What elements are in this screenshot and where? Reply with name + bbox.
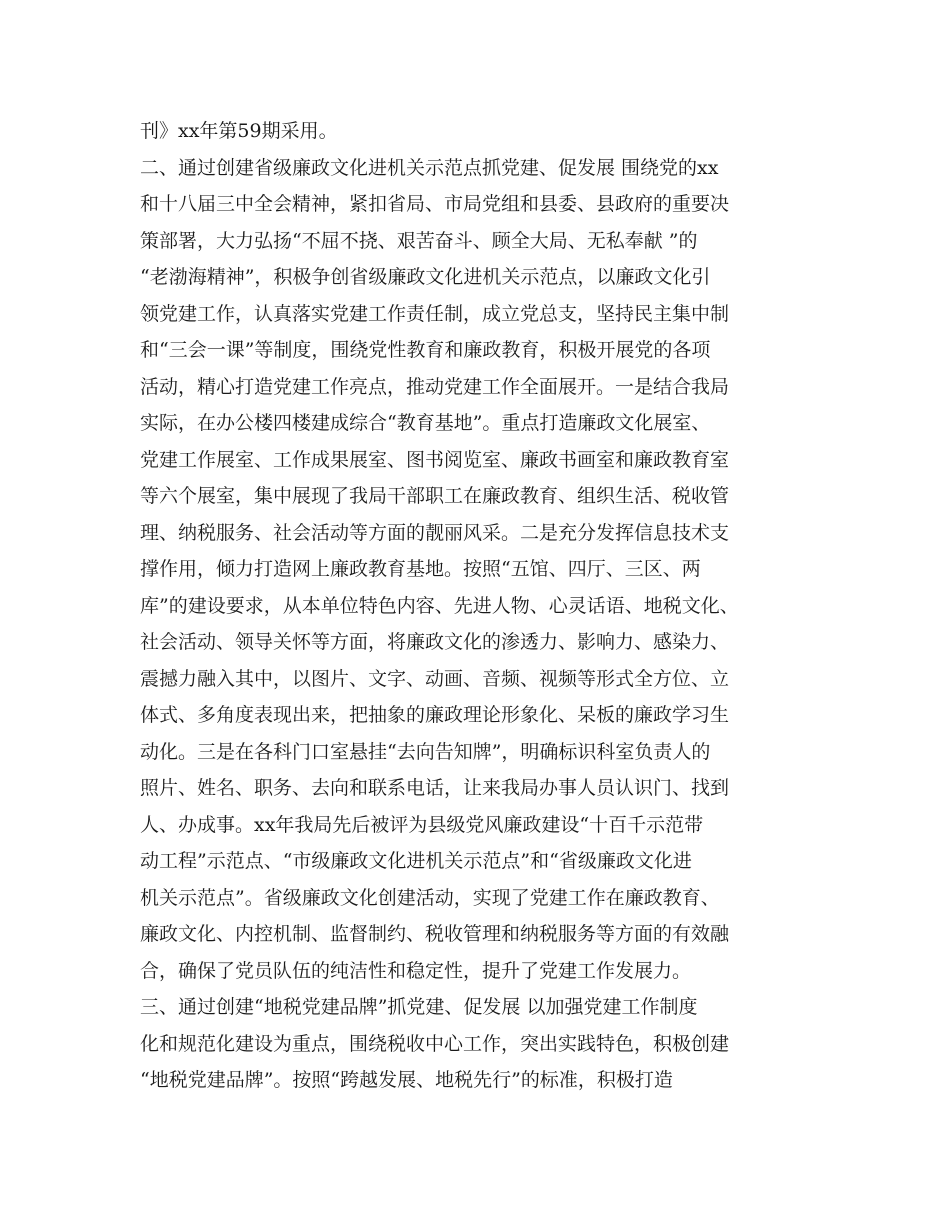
text-line: 体式、多角度表现出来，把抽象的廉政理论形象化、呆板的廉政学习生 [140, 704, 730, 726]
text-line: 和“三会一课”等制度，围绕党性教育和廉政教育，积极开展党的各项 [140, 339, 711, 361]
text-line: 二、通过创建省级廉政文化进机关示范点抓党建、促发展 围绕党的xx [140, 156, 719, 179]
text-line: 合，确保了党员队伍的纯洁性和稳定性，提升了党建工作发展力。 [140, 959, 692, 982]
text-line: 党建工作展室、工作成果展室、图书阅览室、廉政书画室和廉政教育室 [140, 448, 730, 471]
text-line: 实际，在办公楼四楼建成综合“教育基地”。重点打造廉政文化展室、 [140, 412, 711, 434]
text-line: 人、办成事。xx年我局先后被评为县级党风廉政建设“十百千示范带 [140, 813, 704, 836]
text-line: 和十八届三中全会精神，紧扣省局、市局党组和县委、县政府的重要决 [140, 193, 730, 215]
text-line: 库”的建设要求，从本单位特色内容、先进人物、心灵话语、地税文化、 [140, 594, 739, 617]
text-line: 策部署，大力弘扬“不屈不挠、艰苦奋斗、顾全大局、无私奉献 ”的 [140, 229, 698, 252]
text-line: 等六个展室，集中展现了我局干部职工在廉政教育、组织生活、税收管 [140, 485, 730, 507]
text-line: “老渤海精神”，积极争创省级廉政文化进机关示范点，以廉政文化引 [140, 266, 711, 288]
text-line: 社会活动、领导关怀等方面，将廉政文化的渗透力、影响力、感染力、 [140, 631, 730, 653]
text-line: 刊》xx年第59期采用。 [140, 120, 338, 142]
text-line: 三、通过创建“地税党建品牌”抓党建、促发展 以加强党建工作制度 [140, 996, 698, 1018]
text-line: 廉政文化、内控机制、监督制约、税收管理和纳税服务等方面的有效融 [140, 923, 730, 945]
text-line: 活动，精心打造党建工作亮点，推动党建工作全面展开。一是结合我局 [140, 375, 730, 398]
text-line: 理、纳税服务、社会活动等方面的靓丽风采。二是充分发挥信息技术支 [140, 521, 730, 544]
text-line: 动工程”示范点、“市级廉政文化进机关示范点”和“省级廉政文化进 [140, 850, 692, 872]
text-line: 动化。三是在各科门口室悬挂“去向告知牌”，明确标识科室负责人的 [140, 740, 711, 763]
text-line: “地税党建品牌”。按照“跨越发展、地税先行”的标准，积极打造 [140, 1069, 673, 1091]
text-line: 领党建工作，认真落实党建工作责任制，成立党总支，坚持民主集中制 [140, 302, 730, 325]
text-line: 照片、姓名、职务、去向和联系电话，让来我局办事人员认识门、找到 [140, 777, 730, 799]
text-line: 撑作用，倾力打造网上廉政教育基地。按照“五馆、四厅、三区、两 [140, 558, 701, 580]
text-line: 震撼力融入其中，以图片、文字、动画、音频、视频等形式全方位、立 [140, 667, 730, 690]
text-line: 化和规范化建设为重点，围绕税收中心工作，突出实践特色，积极创建 [140, 1032, 730, 1055]
text-line: 机关示范点”。省级廉政文化创建活动，实现了党建工作在廉政教育、 [140, 886, 720, 909]
body-text [140, 113, 830, 1099]
